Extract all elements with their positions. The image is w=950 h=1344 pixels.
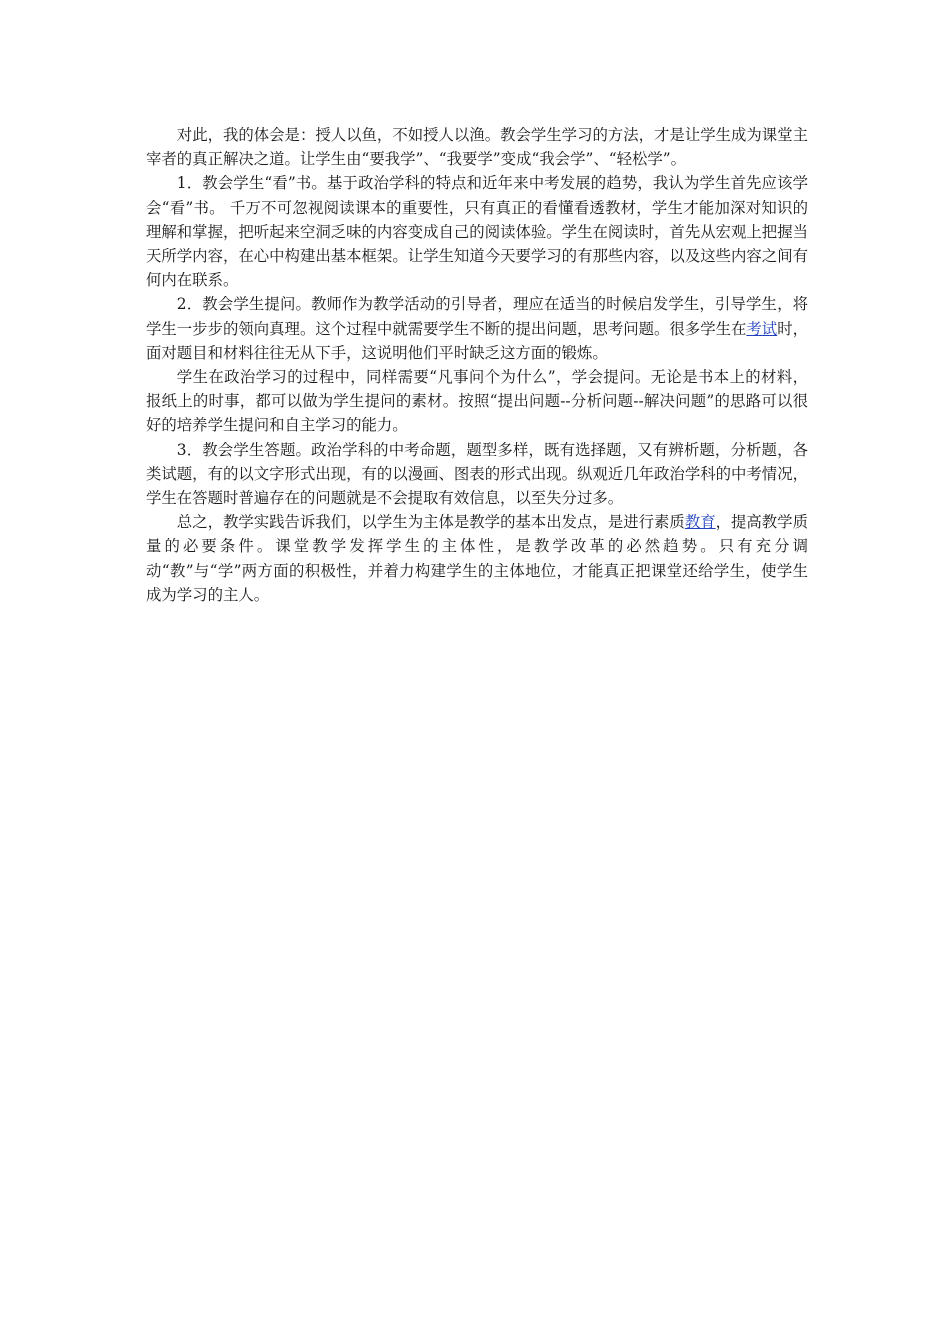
paragraph-conclusion-text-before: 总之，教学实践告诉我们，以学生为主体是教学的基本出发点，是进行素质 [176,513,685,532]
paragraph-conclusion-text-after: ，提高教学质量的必要条件。课堂教学发挥学生的主体性，是教学改革的必然趋势。只有充分调动“教”与“学”两方面的积极性，并着力构建学生的主体地位，才能真正把课堂还给学生，使学生成为学习的主人。 [146,513,808,604]
paragraph-ask-questions-text-before: 2．教会学生提问。教师作为教学活动的引导者，理应在适当的时候启发学生，引导学生，将学生一步步的领向真理。这个过程中就需要学生不断的提出问题，思考问题。很多学生在 [146,295,808,338]
paragraph-answer-questions: 3．教会学生答题。政治学科的中考命题，题型多样，既有选择题，又有辨析题，分析题，各类试题，有的以文字形式出现，有的以漫画、图表的形式出现。纵观近几年政治学科的中考情况，学生在答题时普遍存在的问题就是不会提取有效信息，以至失分过多。 [146,440,808,508]
paragraph-ask-questions-text-after: 时，面对题目和材料往往无从下手，这说明他们平时缺乏这方面的锻炼。 [146,319,808,362]
paragraph-ask-questions [146,292,808,365]
paragraph-question-process: 学生在政治学习的过程中，同样需要“凡事问个为什么”，学会提问。无论是书本上的材料，报纸上的时事，都可以做为学生提问的素材。按照“提出问题--分析问题--解决问题”的思路可以很好的培养学生提问和自主学习的能力。 [146,368,808,435]
paragraph-conclusion [146,510,808,607]
exam-link[interactable]: 考试 [746,319,778,338]
paragraph-read-book: 1．教会学生“看”书。基于政治学科的特点和近年来中考发展的趋势，我认为学生首先应该学会“看”书。 千万不可忽视阅读课本的重要性，只有真正的看懂看透教材，学生才能加深对知识的理解和掌握，把听起来空洞乏味的内容变成自己的阅读体验。学生在阅读时，首先从宏观上把握当天所学内容，在心中构建出基本框架。让学生知道今天要学习的有那些内容，以及这些内容之间有何内在联系。 [146,174,808,290]
paragraph-intro: 对此，我的体会是：授人以鱼，不如授人以渔。教会学生学习的方法，才是让学生成为课堂主宰者的真正解决之道。让学生由“要我学”、“我要学”变成“我会学”、“轻松学”。 [146,126,808,169]
education-link[interactable]: 教育 [684,513,716,532]
document-body [146,123,808,607]
